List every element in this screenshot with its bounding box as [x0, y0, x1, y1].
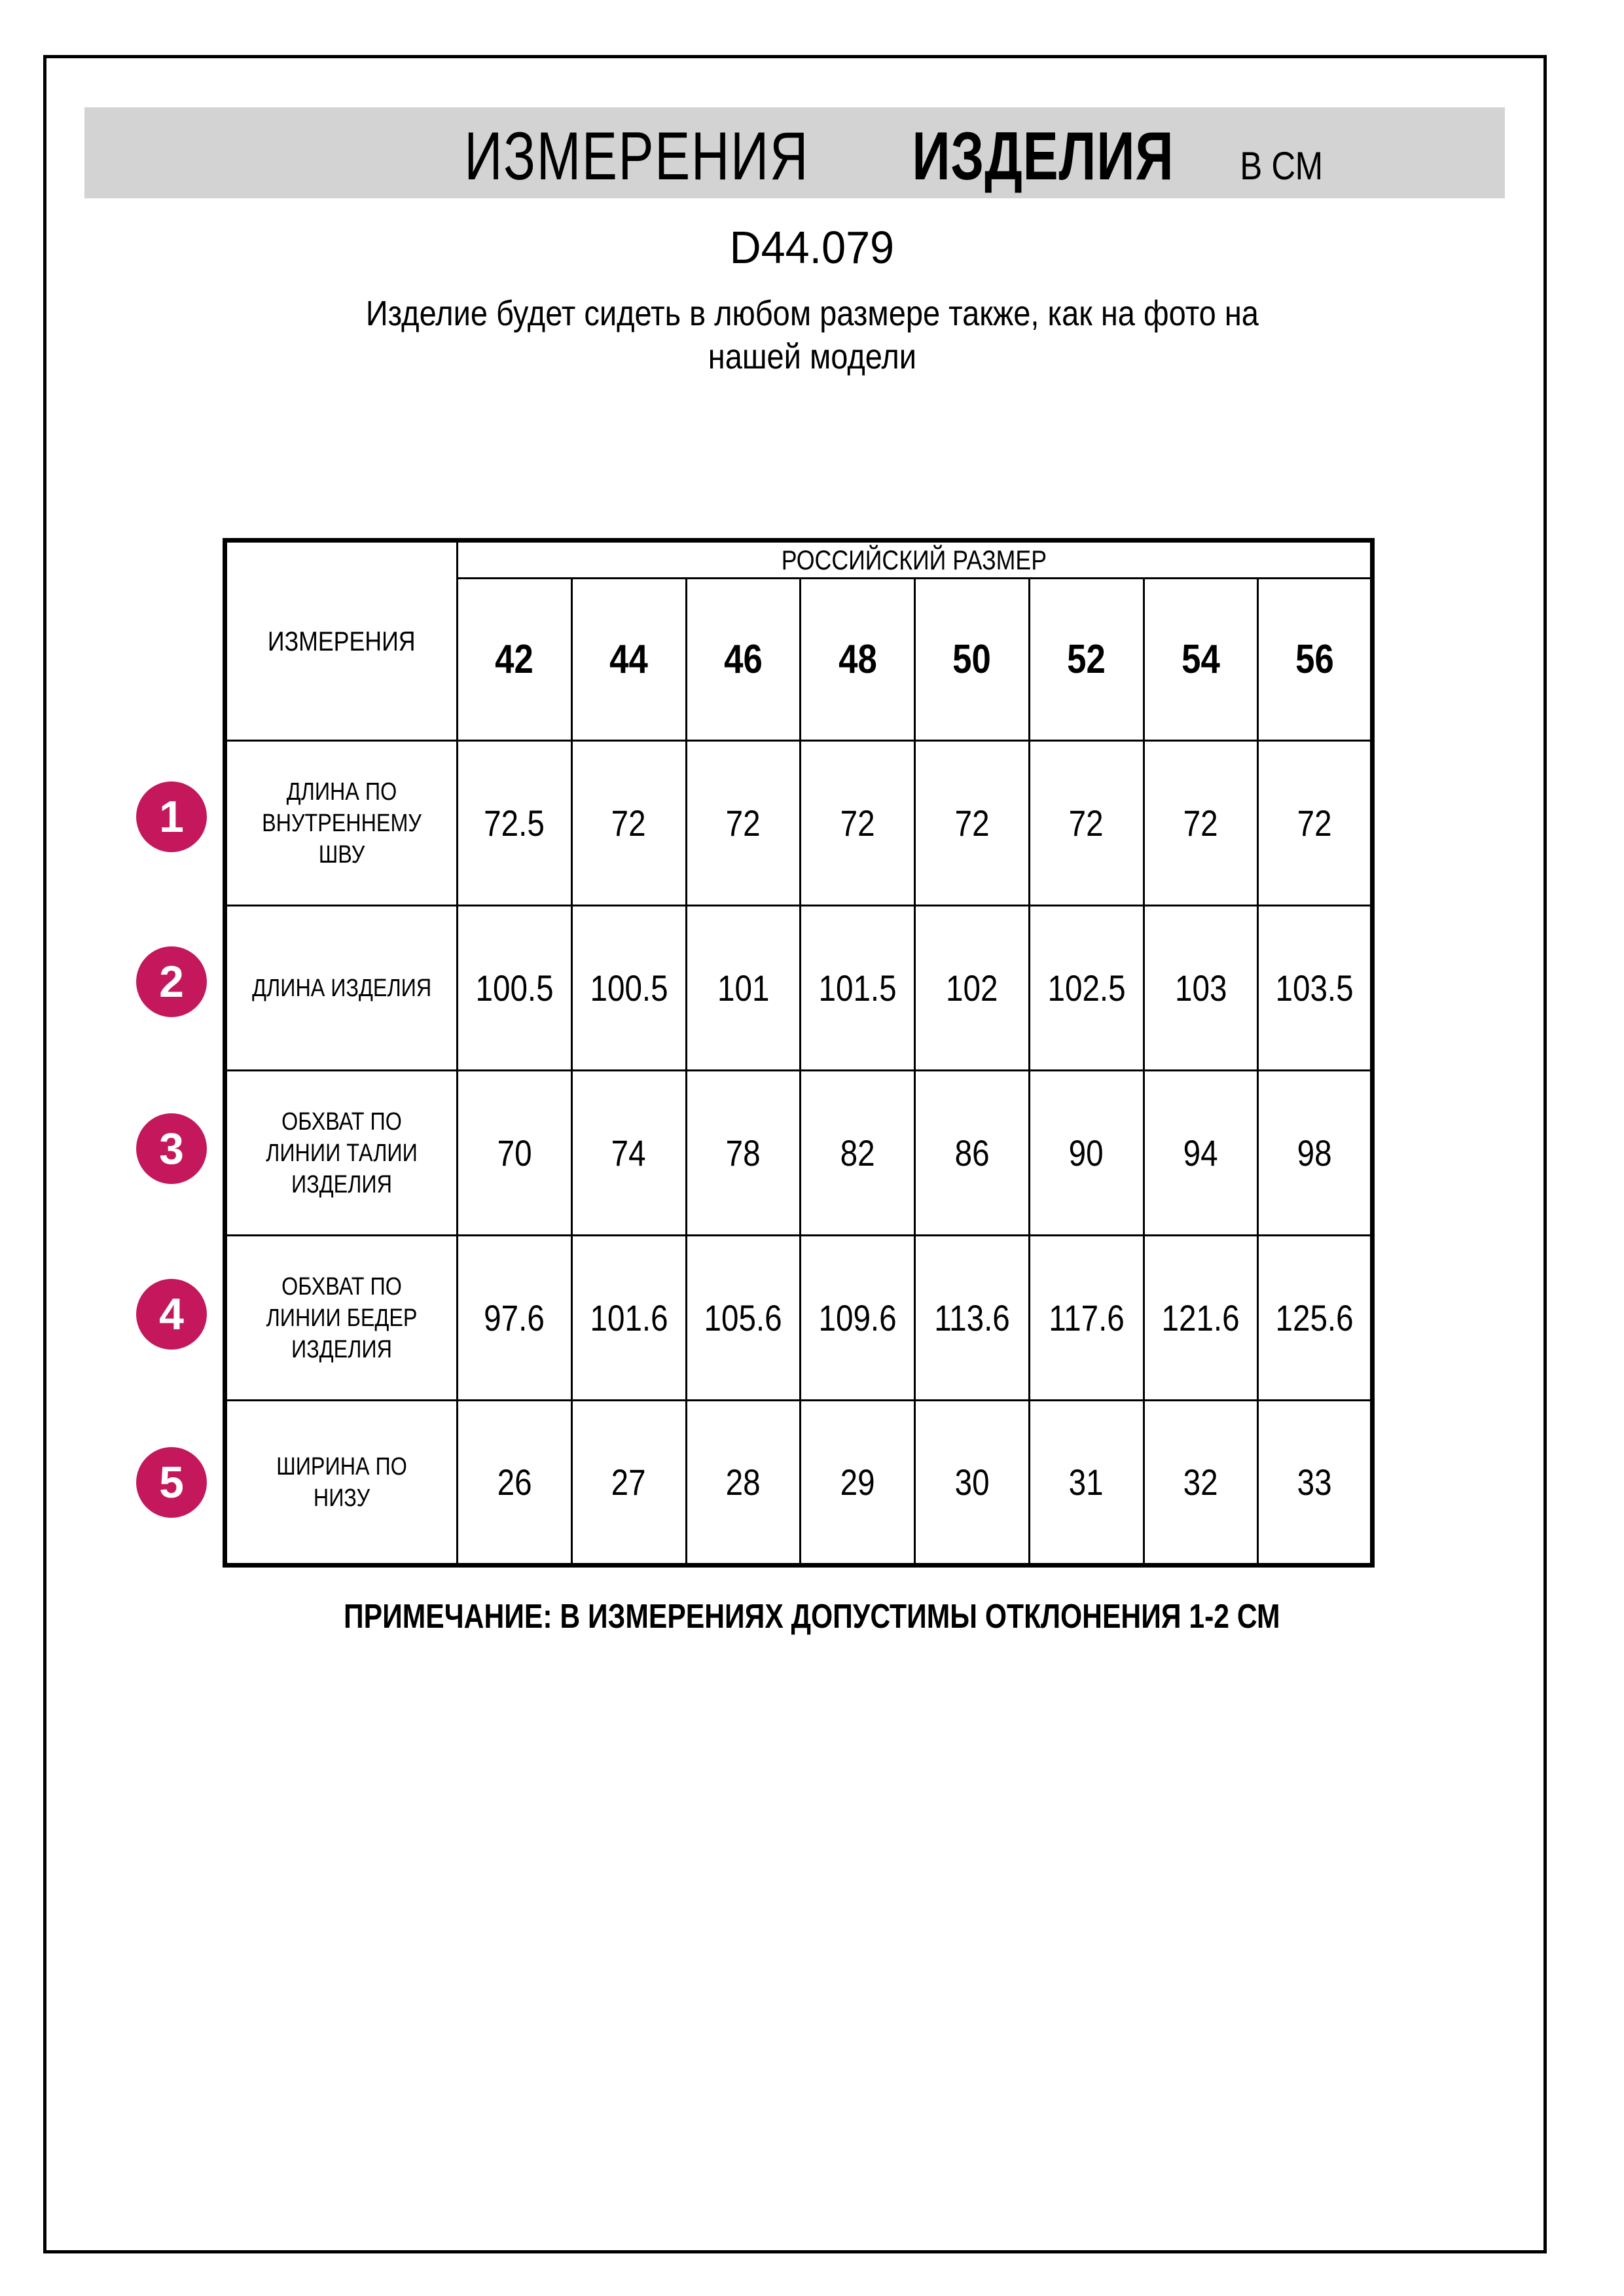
size-band-header: РОССИЙСКИЙ РАЗМЕР — [458, 541, 1373, 579]
subtitle — [0, 292, 1624, 378]
table-row-bottom-width — [225, 1401, 1373, 1566]
row-marker-3 — [136, 1113, 207, 1184]
cell-value: 100.5 — [458, 906, 572, 1071]
cell-value: 103.5 — [1258, 906, 1373, 1071]
cell-value: 94 — [1144, 1071, 1258, 1236]
row-label: ОБХВАТ ПО ЛИНИИ ТАЛИИ ИЗДЕЛИЯ — [225, 1071, 458, 1236]
row-marker-1 — [136, 781, 207, 852]
cell-value: 98 — [1258, 1071, 1373, 1236]
cell-value: 113.6 — [915, 1236, 1030, 1401]
cell-value: 72 — [1258, 741, 1373, 906]
row-marker-2-number: 2 — [159, 957, 184, 1007]
cell-value: 26 — [458, 1401, 572, 1566]
cell-value: 72.5 — [458, 741, 572, 906]
cell-value: 97.6 — [458, 1236, 572, 1401]
subtitle-line-1: Изделие будет сидеть в любом размере также, как на фото на — [365, 294, 1259, 333]
cell-value: 121.6 — [1144, 1236, 1258, 1401]
size-col-header-50: 50 — [915, 579, 1030, 741]
cell-value: 72 — [571, 741, 686, 906]
cell-value: 86 — [915, 1071, 1030, 1236]
cell-value: 102 — [915, 906, 1030, 1071]
row-marker-4 — [136, 1279, 207, 1350]
size-col-header-42: 42 — [458, 579, 572, 741]
cell-value: 28 — [686, 1401, 801, 1566]
size-col-header-44: 44 — [571, 579, 686, 741]
cell-value: 117.6 — [1029, 1236, 1144, 1401]
row-marker-1-number: 1 — [159, 792, 184, 842]
cell-value: 100.5 — [571, 906, 686, 1071]
size-col-header-48: 48 — [801, 579, 915, 741]
table-header-band-row — [225, 541, 1373, 579]
cell-value: 101.6 — [571, 1236, 686, 1401]
table-row-waist-girth — [225, 1071, 1373, 1236]
cell-value: 29 — [801, 1401, 915, 1566]
size-col-header-46: 46 — [686, 579, 801, 741]
cell-value: 32 — [1144, 1401, 1258, 1566]
tolerance-note-text: ПРИМЕЧАНИЕ: В ИЗМЕРЕНИЯХ ДОПУСТИМЫ ОТКЛОНЕНИЯ 1-2 СМ — [344, 1598, 1280, 1636]
table-row-item-length — [225, 906, 1373, 1071]
cell-value: 74 — [571, 1071, 686, 1236]
cell-value: 72 — [1144, 741, 1258, 906]
title-unit-cm: В СМ — [1240, 144, 1324, 188]
cell-value: 72 — [1029, 741, 1144, 906]
cell-value: 90 — [1029, 1071, 1144, 1236]
product-code — [0, 221, 1624, 274]
row-label: ОБХВАТ ПО ЛИНИИ БЕДЕР ИЗДЕЛИЯ — [225, 1236, 458, 1401]
cell-value: 102.5 — [1029, 906, 1144, 1071]
product-code-text: D44.079 — [729, 222, 895, 273]
row-marker-4-number: 4 — [159, 1289, 184, 1339]
row-marker-3-number: 3 — [159, 1124, 184, 1174]
tolerance-note — [0, 1597, 1624, 1636]
row-marker-5-number: 5 — [159, 1458, 184, 1507]
cell-value: 33 — [1258, 1401, 1373, 1566]
cell-value: 105.6 — [686, 1236, 801, 1401]
row-marker-5 — [136, 1447, 207, 1518]
cell-value: 72 — [801, 741, 915, 906]
row-marker-2 — [136, 946, 207, 1017]
title-bar — [84, 107, 1505, 198]
cell-value: 82 — [801, 1071, 915, 1236]
corner-header-measurements: ИЗМЕРЕНИЯ — [225, 541, 458, 741]
cell-value: 109.6 — [801, 1236, 915, 1401]
cell-value: 70 — [458, 1071, 572, 1236]
cell-value: 31 — [1029, 1401, 1144, 1566]
cell-value: 72 — [915, 741, 1030, 906]
cell-value: 27 — [571, 1401, 686, 1566]
size-col-header-54: 54 — [1144, 579, 1258, 741]
table-row-hip-girth — [225, 1236, 1373, 1401]
cell-value: 103 — [1144, 906, 1258, 1071]
row-label: ШИРИНА ПО НИЗУ — [225, 1401, 458, 1566]
subtitle-line-2: нашей модели — [708, 337, 916, 376]
size-table — [223, 538, 1375, 1568]
cell-value: 78 — [686, 1071, 801, 1236]
row-label: ДЛИНА ИЗДЕЛИЯ — [225, 906, 458, 1071]
cell-value: 30 — [915, 1401, 1030, 1566]
table-row-inseam-length — [225, 741, 1373, 906]
row-label: ДЛИНА ПО ВНУТРЕННЕМУ ШВУ — [225, 741, 458, 906]
cell-value: 72 — [686, 741, 801, 906]
title-word-product: ИЗДЕЛИЯ — [911, 118, 1174, 194]
title-word-measurements: ИЗМЕРЕНИЯ — [464, 118, 810, 194]
size-col-header-56: 56 — [1258, 579, 1373, 741]
cell-value: 125.6 — [1258, 1236, 1373, 1401]
cell-value: 101.5 — [801, 906, 915, 1071]
cell-value: 101 — [686, 906, 801, 1071]
size-col-header-52: 52 — [1029, 579, 1144, 741]
